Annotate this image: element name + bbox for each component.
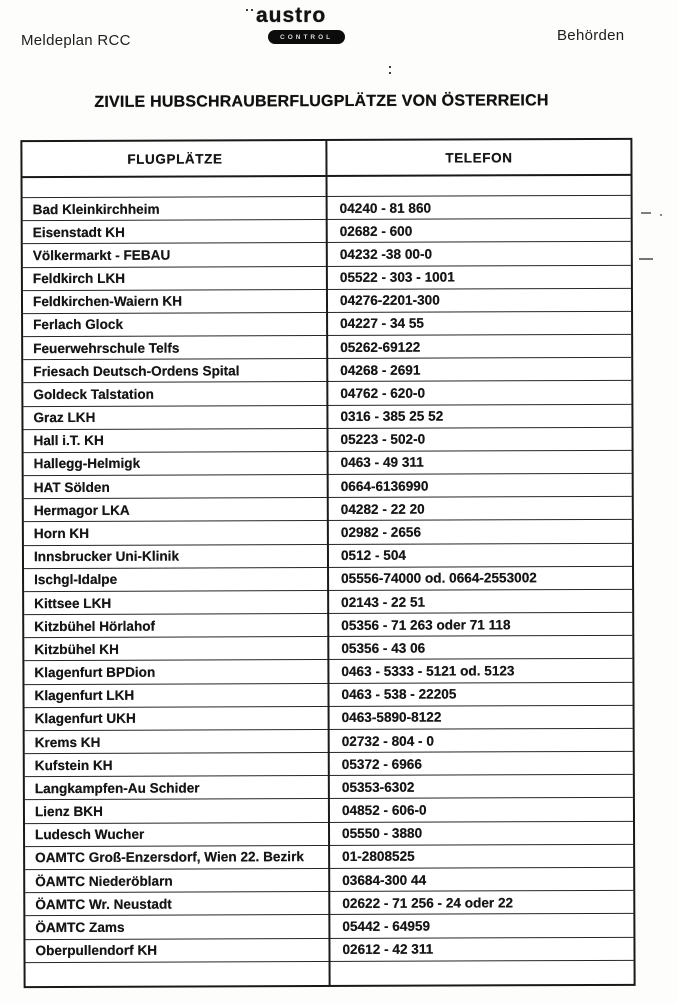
flugplatz-cell: Kitzbühel Hörlahof bbox=[34, 618, 156, 634]
doc-label-behoerden: Behörden bbox=[557, 27, 625, 44]
flugplatz-cell: HAT Sölden bbox=[33, 479, 110, 495]
flugplatz-cell: Klagenfurt BPDion bbox=[34, 664, 156, 681]
flugplatz-cell: Goldeck Talstation bbox=[33, 386, 154, 403]
scan-noise-dash bbox=[641, 212, 651, 214]
telefon-cell: 04276-2201-300 bbox=[339, 292, 440, 309]
flugplatz-cell: Hall i.T. KH bbox=[33, 433, 104, 449]
flugplatz-cell: Langkampfen-Au Schider bbox=[34, 780, 200, 797]
telefon-cell: 05550 - 3880 bbox=[342, 825, 423, 842]
flugplatz-cell: Klagenfurt UKH bbox=[34, 711, 136, 727]
flugplatz-cell: Hermagor LKA bbox=[33, 502, 130, 518]
flugplatz-cell: Friesach Deutsch-Ordens Spital bbox=[33, 363, 240, 379]
telefon-cell: 0463 - 5333 - 5121 od. 5123 bbox=[341, 663, 515, 679]
flugplatz-cell: OAMTC Groß-Enzersdorf, Wien 22. Bezirk bbox=[35, 849, 304, 866]
flugplatz-cell: ÖAMTC Zams bbox=[35, 919, 125, 936]
flugplatz-cell: Kittsee LKH bbox=[34, 595, 112, 611]
telefon-cell: 02732 - 804 - 0 bbox=[341, 733, 434, 749]
heliport-phone-table bbox=[20, 138, 635, 988]
telefon-cell: 05372 - 6966 bbox=[341, 756, 422, 772]
telefon-cell: 05556-74000 od. 0664-2553002 bbox=[341, 570, 537, 587]
telefon-cell: 04232 -38 00-0 bbox=[339, 246, 433, 262]
telefon-cell: 04762 - 620-0 bbox=[340, 385, 426, 401]
column-header-telefon: TELEFON bbox=[445, 149, 513, 166]
flugplatz-cell: Kitzbühel KH bbox=[34, 641, 119, 657]
telefon-cell: 0664-6136990 bbox=[340, 478, 429, 494]
flugplatz-cell: ÖAMTC Wr. Neustadt bbox=[35, 896, 172, 912]
telefon-cell: 04227 - 34 55 bbox=[340, 316, 425, 332]
telefon-cell: 02622 - 71 256 - 24 oder 22 bbox=[342, 895, 514, 911]
page-title: ZIVILE HUBSCHRAUBERFLUGPLÄTZE VON ÖSTERREICH bbox=[94, 92, 549, 111]
telefon-cell: 0512 - 504 bbox=[340, 547, 407, 564]
scan-noise-dots bbox=[246, 9, 248, 11]
telefon-cell: 03684-300 44 bbox=[342, 872, 427, 888]
telefon-cell: 05262-69122 bbox=[340, 339, 421, 355]
telefon-cell: 05356 - 43 06 bbox=[341, 640, 426, 656]
flugplatz-cell: Lienz BKH bbox=[34, 803, 103, 820]
doc-label-meldeplan: Meldeplan RCC bbox=[21, 32, 131, 49]
telefon-cell: 05442 - 64959 bbox=[342, 918, 431, 934]
telefon-cell: 0463 - 49 311 bbox=[340, 455, 424, 471]
scan-noise-dot bbox=[660, 214, 662, 216]
scan-noise-dash bbox=[639, 258, 653, 260]
flugplatz-cell: Bad Kleinkirchheim bbox=[32, 201, 160, 217]
telefon-cell: 04268 - 2691 bbox=[340, 362, 421, 378]
flugplatz-cell: Ischgl-Idalpe bbox=[34, 572, 118, 588]
flugplatz-cell: Kufstein KH bbox=[34, 757, 113, 773]
flugplatz-cell: Ludesch Wucher bbox=[35, 826, 145, 843]
telefon-cell: 04852 - 606-0 bbox=[341, 802, 427, 818]
logo-wordmark: austro bbox=[256, 4, 327, 27]
telefon-cell: 01-2808525 bbox=[342, 849, 415, 865]
flugplatz-cell: Klagenfurt LKH bbox=[34, 687, 135, 704]
flugplatz-cell: Krems KH bbox=[34, 734, 101, 750]
austro-control-logo bbox=[256, 6, 376, 44]
scan-noise-colon bbox=[389, 66, 391, 68]
flugplatz-cell: Innsbrucker Uni-Klinik bbox=[33, 548, 180, 565]
telefon-cell: 04282 - 22 20 bbox=[340, 501, 425, 517]
flugplatz-cell: Ferlach Glock bbox=[33, 317, 124, 333]
column-header-flugplaetze: FLUGPLÄTZE bbox=[127, 150, 223, 167]
telefon-cell: 02982 - 2656 bbox=[340, 524, 422, 540]
flugplatz-cell: Eisenstadt KH bbox=[32, 224, 125, 240]
flugplatz-cell: Hallegg-Helmigk bbox=[33, 456, 141, 472]
flugplatz-cell: ÖAMTC Niederöblarn bbox=[35, 873, 173, 889]
telefon-cell: 02612 - 42 311 bbox=[342, 941, 434, 958]
flugplatz-cell: Feuerwehrschule Telfs bbox=[33, 340, 180, 356]
telefon-cell: 05522 - 303 - 1001 bbox=[339, 269, 455, 286]
telefon-cell: 05356 - 71 263 oder 71 118 bbox=[341, 616, 511, 633]
telefon-cell: 05223 - 502-0 bbox=[340, 431, 426, 448]
telefon-cell: 0463-5890-8122 bbox=[341, 709, 442, 726]
flugplatz-cell: Feldkirchen-Waiern KH bbox=[32, 293, 183, 310]
telefon-cell: 0463 - 538 - 22205 bbox=[341, 686, 457, 703]
telefon-cell: 05353-6302 bbox=[341, 779, 415, 795]
flugplatz-cell: Horn KH bbox=[33, 525, 90, 542]
flugplatz-cell: Feldkirch LKH bbox=[32, 270, 126, 287]
telefon-cell: 0316 - 385 25 52 bbox=[340, 408, 444, 425]
flugplatz-cell: Graz LKH bbox=[33, 410, 96, 426]
telefon-cell: 04240 - 81 860 bbox=[339, 200, 432, 216]
logo-badge: CONTROL bbox=[268, 30, 345, 44]
flugplatz-cell: Völkermarkt - FEBAU bbox=[32, 247, 171, 264]
telefon-cell: 02682 - 600 bbox=[339, 223, 413, 239]
telefon-cell: 02143 - 22 51 bbox=[341, 594, 426, 610]
flugplatz-cell: Oberpullendorf KH bbox=[35, 942, 158, 959]
